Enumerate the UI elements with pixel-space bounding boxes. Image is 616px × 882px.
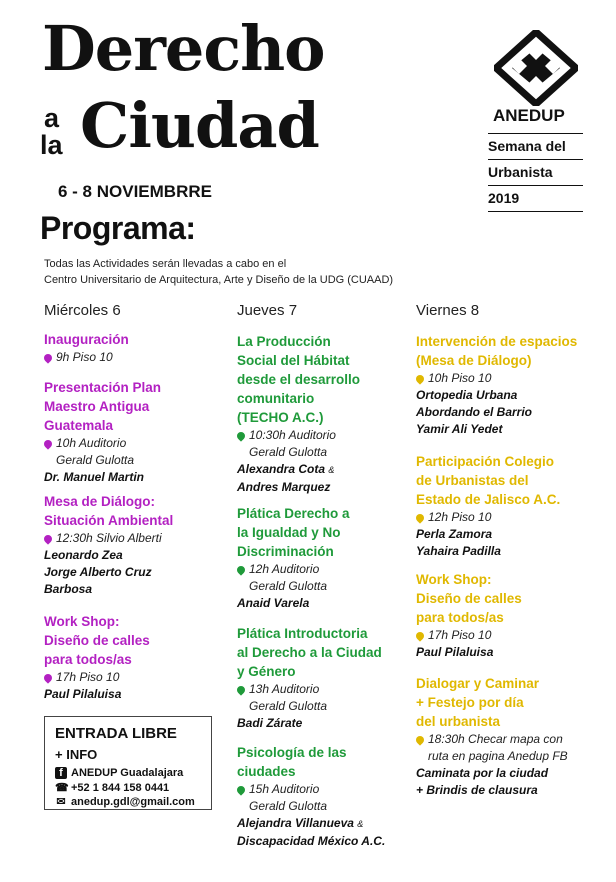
event-title: + Festejo por día <box>416 695 524 710</box>
brand-line-2: Urbanista <box>488 164 553 180</box>
event-info: ruta en pagina Anedup FB <box>428 749 568 763</box>
day-header-2: Jueves 7 <box>237 302 298 319</box>
event-info: 15h Auditorio <box>249 782 320 796</box>
event-title: Plática Introductoria <box>237 626 368 641</box>
event-title: Psicología de las <box>237 745 347 760</box>
location-pin-icon <box>414 630 425 641</box>
event-title: al Derecho a la Ciudad <box>237 645 382 660</box>
brand-line-3: 2019 <box>488 190 520 206</box>
event-card <box>44 378 161 486</box>
event-title: Participación Colegio <box>416 454 555 469</box>
event-card <box>416 570 522 661</box>
location-pin-icon <box>42 352 53 363</box>
day-header-3: Viernes 8 <box>416 302 480 319</box>
event-info: 13h Auditorio <box>249 682 320 696</box>
event-title: del urbanista <box>416 714 501 729</box>
title-derecho: Derecho <box>42 12 325 85</box>
event-title: Maestro Antigua <box>44 399 150 414</box>
speaker: Jorge Alberto Cruz <box>44 565 152 579</box>
event-info: Gerald Gulotta <box>249 799 328 813</box>
speaker: Perla Zamora <box>416 527 493 541</box>
event-info: Gerald Gulotta <box>249 579 328 593</box>
event-title: Presentación Plan <box>44 380 162 395</box>
title-la: la <box>40 130 63 160</box>
event-info: 10h Piso 10 <box>428 371 492 385</box>
event-title: y Género <box>237 664 296 679</box>
entrada-libre-heading: ENTRADA LIBRE <box>55 725 177 742</box>
event-info: 12h Auditorio <box>249 562 320 576</box>
event-title: para todos/as <box>44 652 132 667</box>
event-info: 12:30h Silvio Alberti <box>56 531 162 545</box>
programa-heading: Programa: <box>40 210 196 246</box>
event-title: Situación Ambiental <box>44 513 174 528</box>
event-title: (TECHO A.C.) <box>237 410 324 425</box>
speaker: Alexandra Cota <box>237 462 326 476</box>
mail-icon: ✉ <box>56 796 66 808</box>
location-pin-icon <box>42 672 53 683</box>
speaker: Ortopedia Urbana <box>416 388 518 402</box>
speaker: + Brindis de clausura <box>416 783 538 797</box>
event-title: Diseño de calles <box>416 591 522 606</box>
event-title: la Igualdad y No <box>237 525 341 540</box>
title-ciudad: Ciudad <box>80 89 319 162</box>
location-pin-icon <box>235 564 246 575</box>
event-title: Intervención de espacios <box>416 334 578 349</box>
event-title: Dialogar y Caminar <box>416 676 540 691</box>
event-title: Estado de Jalisco A.C. <box>416 492 561 507</box>
entrada-libre-box <box>44 716 212 810</box>
more-info-label: + INFO <box>55 747 98 762</box>
location-pin-icon <box>235 784 246 795</box>
event-info: Gerald Gulotta <box>249 699 328 713</box>
location-pin-icon <box>235 430 246 441</box>
location-pin-icon <box>414 512 425 523</box>
event-card <box>416 674 568 799</box>
speaker: Alejandra Villanueva <box>237 816 354 830</box>
brand-name: ANEDUP <box>493 106 565 125</box>
event-title: Inauguración <box>44 332 129 347</box>
event-card <box>44 612 150 703</box>
event-card <box>44 330 129 366</box>
phone-row[interactable]: ☎ +52 1 844 158 0441 <box>55 782 170 794</box>
brand-line-1: Semana del <box>488 138 566 154</box>
brand-lines <box>488 130 583 215</box>
location-pin-icon <box>42 438 53 449</box>
speaker: Discapacidad México A.C. <box>237 834 386 848</box>
event-info: Gerald Gulotta <box>249 445 328 459</box>
speaker: Abordando el Barrio <box>416 405 533 419</box>
facebook-row[interactable]: f ANEDUP Guadalajara <box>55 767 183 779</box>
title-a: a <box>44 103 60 133</box>
event-info: 18:30h Checar mapa con <box>428 732 563 746</box>
location-pin-icon <box>42 533 53 544</box>
email-row[interactable]: ✉ anedup.gdl@gmail.com <box>56 796 195 808</box>
phone-icon: ☎ <box>55 782 69 794</box>
event-title: para todos/as <box>416 610 504 625</box>
event-card <box>44 492 173 598</box>
speaker: Anaid Varela <box>237 596 310 610</box>
anedup-logo-icon <box>494 30 578 106</box>
event-dates: 6 - 8 NOVIEMBRRE <box>58 182 212 201</box>
event-info: 12h Piso 10 <box>428 510 492 524</box>
event-title: La Producción <box>237 334 331 349</box>
event-card <box>237 504 350 612</box>
event-title: Work Shop: <box>416 572 492 587</box>
ampersand: & <box>357 819 364 829</box>
speaker: Andres Marquez <box>237 480 331 494</box>
event-title: Discriminación <box>237 544 334 559</box>
intro-text: Todas las Actividades serán llevadas a cabo en el Centro Universitario de Arquitectura, Arte y Diseño de la UDG (CUAAD) <box>44 258 394 286</box>
facebook-icon: f <box>55 767 67 779</box>
location-pin-icon <box>414 373 425 384</box>
event-title: Social del Hábitat <box>237 353 350 368</box>
event-info: 17h Piso 10 <box>428 628 492 642</box>
speaker: Yamir Ali Yedet <box>416 422 503 436</box>
event-title: Guatemala <box>44 418 114 433</box>
location-pin-icon <box>414 734 425 745</box>
speaker: Leonardo Zea <box>44 548 123 562</box>
event-card <box>416 452 560 560</box>
event-card <box>237 624 382 732</box>
speaker: Paul Pilaluisa <box>416 645 494 659</box>
day-header-1: Miércoles 6 <box>44 302 121 319</box>
brand-block <box>493 106 565 126</box>
speaker: Barbosa <box>44 582 93 596</box>
event-title: Mesa de Diálogo: <box>44 494 156 509</box>
event-title: desde el desarrollo <box>237 372 361 387</box>
event-title: comunitario <box>237 391 315 406</box>
event-title: Work Shop: <box>44 614 120 629</box>
speaker: Yahaira Padilla <box>416 544 501 558</box>
event-info: Gerald Gulotta <box>56 453 135 467</box>
location-pin-icon <box>235 684 246 695</box>
event-card <box>416 332 577 438</box>
event-title: Plática Derecho a <box>237 506 350 521</box>
event-title: de Urbanistas del <box>416 473 529 488</box>
event-info: 17h Piso 10 <box>56 670 120 684</box>
speaker: Caminata por la ciudad <box>416 766 549 780</box>
event-card <box>237 743 385 850</box>
ampersand: & <box>328 465 335 475</box>
speaker: Paul Pilaluisa <box>44 687 122 701</box>
event-title: Diseño de calles <box>44 633 150 648</box>
event-info: 10:30h Auditorio <box>249 428 336 442</box>
event-title: ciudades <box>237 764 296 779</box>
event-info: 10h Auditorio <box>56 436 127 450</box>
speaker: Badi Zárate <box>237 716 303 730</box>
speaker: Dr. Manuel Martin <box>44 470 145 484</box>
event-info: 9h Piso 10 <box>56 350 113 364</box>
event-title: (Mesa de Diálogo) <box>416 353 532 368</box>
event-card <box>237 332 360 496</box>
